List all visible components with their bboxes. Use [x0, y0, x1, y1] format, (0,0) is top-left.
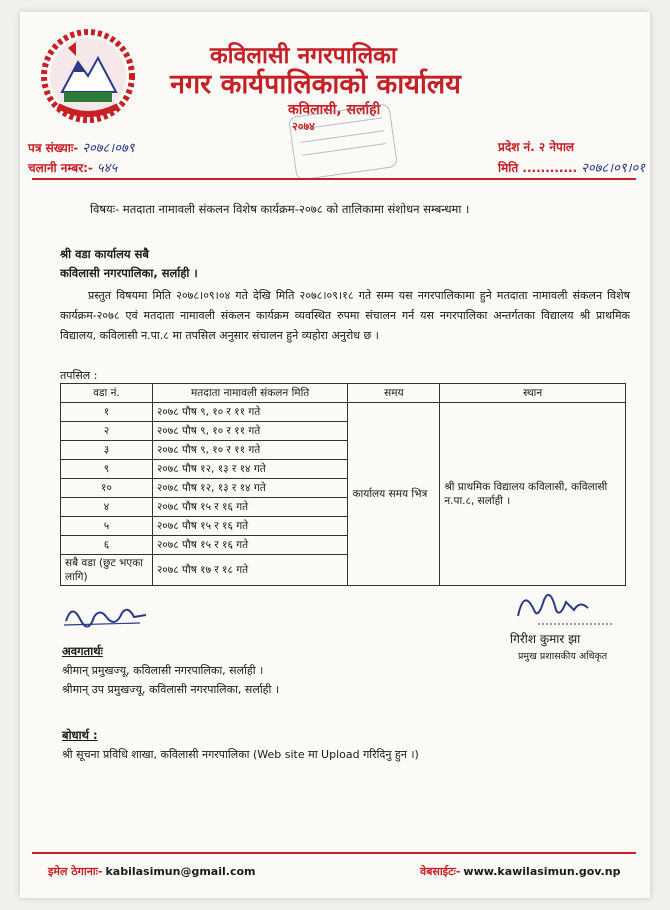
ward-cell: ९ — [61, 460, 153, 479]
dispatch-number: चलानी नम्बर:- ५४५ — [28, 161, 118, 176]
footer-website — [420, 864, 620, 879]
officer-signature-icon — [508, 580, 618, 630]
cc-action-heading: बोधार्थ : — [62, 728, 98, 742]
ward-cell: ४ — [61, 498, 153, 517]
date-cell: २०७८ पौष ९, १० र ११ गते — [152, 422, 348, 441]
letter-body: प्रस्तुत विषयमा मिति २०७८।०९।०४ गते देखि मिति २०७८।०९।१८ गते सम्म यस नगरपालिकामा हुने मतदाता नामावली संकलन विशेष कार्यक्रम-२०७८ एवं मतदाता नामावली संकलन कार्यक्रम व्यवस्थित रुपमा संचालन गर्न यस नगरपालिका अन्तर्गतका विद्यालय श्री प्राथमिक विद्यालय, कविलासी न.पा.८ मा तपसिल अनुसार संचालन हुने व्यहोरा अनुरोध छ । — [60, 289, 630, 342]
addressee-line-2: कविलासी नगरपालिका, सर्लाही । — [60, 266, 198, 280]
date-cell: २०७८ पौष १२, १३ र १४ गते — [152, 460, 348, 479]
office-stamp-icon — [288, 103, 398, 181]
ward-cell: १० — [61, 479, 153, 498]
date-cell: २०७८ पौष १२, १३ र १४ गते — [152, 479, 348, 498]
ward-cell: सबै वडा (छुट भएका लागि) — [61, 555, 153, 586]
date-cell: २०७८ पौष ९, १० र ११ गते — [152, 403, 348, 422]
letter-date: मिति ............ २०७८।०९।०१ — [498, 161, 646, 176]
ward-cell: ५ — [61, 517, 153, 536]
header-place: स्थान — [440, 384, 626, 403]
header-date: मतदाता नामावली संकलन मिति — [152, 384, 348, 403]
province-label: प्रदेश नं. २ नेपाल — [498, 140, 575, 154]
schedule-table — [60, 383, 626, 586]
email-label: इमेल ठेगानाः- — [48, 865, 103, 878]
letter-subject: विषयः- मतदाता नामावली संकलन विशेष कार्यक्रम-२०७८ को तालिकामा संशोधन सम्बन्धमा । — [90, 202, 470, 216]
cc-info-line-2: श्रीमान् उप प्रमुखज्यू, कविलासी नगरपालिका, सर्लाही । — [62, 683, 280, 696]
officer-designation: प्रमुख प्रशासकीय अधिकृत — [518, 651, 608, 662]
ward-cell: ३ — [61, 441, 153, 460]
officer-name: गिरीश कुमार झा — [510, 632, 581, 646]
established-year: २०७४ — [292, 120, 315, 133]
office-location: कविलासी, सर्लाही — [288, 102, 381, 118]
footer-email — [48, 864, 256, 879]
header-ward: वडा नं. — [61, 384, 153, 403]
ward-cell: ६ — [61, 536, 153, 555]
municipality-name: कविलासी नगरपालिका — [210, 43, 397, 69]
website-url[interactable]: www.kawilasimun.gov.np — [463, 865, 621, 878]
email-address[interactable]: kabilasimun@gmail.com — [105, 865, 256, 878]
addressee-line-1: श्री वडा कार्यालय सबै — [60, 247, 149, 261]
cc-info-heading: अवगतार्थः — [62, 644, 103, 658]
date-cell: २०७८ पौष १५ र १६ गते — [152, 536, 348, 555]
cc-action-line-1: श्री सूचना प्रविधि शाखा, कविलासी नगरपालिका (Web site मा Upload गरिदिनु हुन ।) — [62, 748, 419, 761]
table-row — [61, 403, 626, 422]
date-cell: २०७८ पौष १५ र १६ गते — [152, 517, 348, 536]
office-name: नगर कार्यपालिकाको कार्यालय — [170, 69, 461, 100]
cc-info-line-1: श्रीमान् प्रमुखज्यू, कविलासी नगरपालिका, सर्लाही । — [62, 664, 264, 677]
left-signature-icon — [60, 597, 150, 632]
letter-number: पत्र संख्याः- २०७८।०७९ — [28, 141, 135, 156]
header-time: समय — [348, 384, 440, 403]
header-divider — [32, 178, 636, 180]
letter-page — [20, 12, 650, 898]
tapasil-label: तपसिल : — [60, 369, 98, 382]
ward-cell: २ — [61, 422, 153, 441]
place-cell: श्री प्राथमिक विद्यालय कविलासी, कविलासी न.पा.८, सर्लाही । — [440, 403, 626, 586]
website-label: वेबसाईटः- — [420, 865, 461, 878]
date-cell: २०७८ पौष ९, १० र ११ गते — [152, 441, 348, 460]
ward-cell: १ — [61, 403, 153, 422]
nepal-emblem-icon — [38, 26, 138, 126]
footer-divider — [32, 852, 636, 854]
date-cell: २०७८ पौष १७ र १८ गते — [152, 555, 348, 586]
time-cell: कार्यालय समय भित्र — [348, 403, 440, 586]
date-cell: २०७८ पौष १५ र १६ गते — [152, 498, 348, 517]
